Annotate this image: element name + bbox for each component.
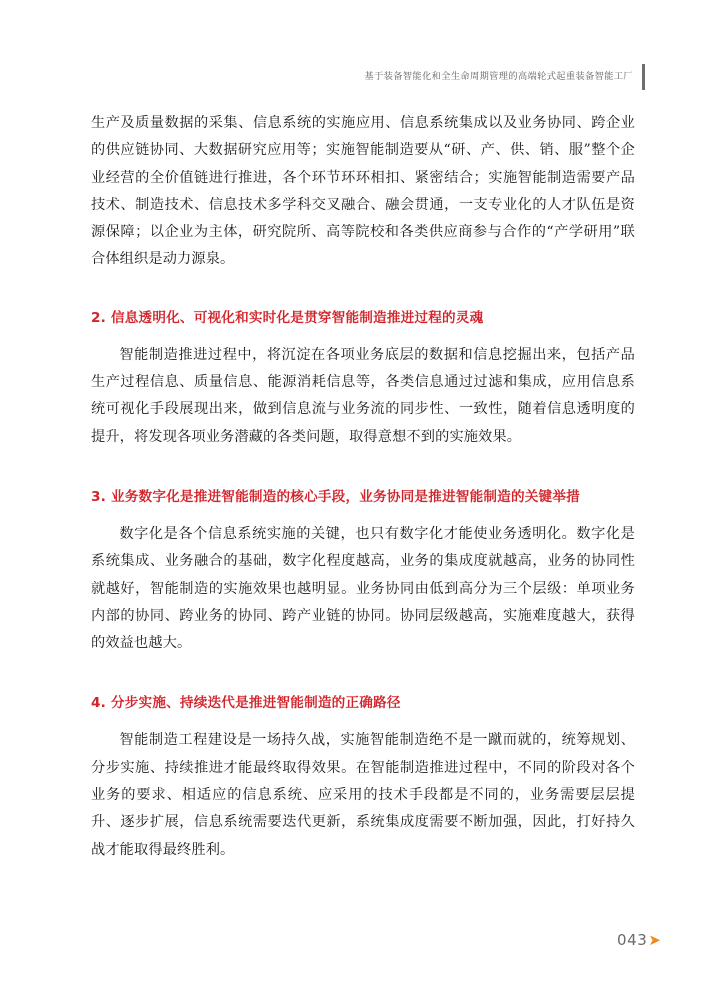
section-heading-2: 2. 信息透明化、可视化和实时化是贯穿智能制造推进过程的灵魂 bbox=[91, 309, 484, 326]
running-header bbox=[365, 62, 645, 92]
header-rule-divider bbox=[642, 64, 645, 90]
running-header-title: 基于装备智能化和全生命周期管理的高端轮式起重装备智能工厂 bbox=[364, 71, 633, 83]
spacer bbox=[91, 274, 635, 306]
spacer bbox=[91, 510, 635, 521]
spacer bbox=[91, 451, 635, 485]
spacer bbox=[91, 657, 635, 691]
paragraph-continuation: 生产及质量数据的采集、信息系统的实施应用、信息系统集成以及业务协同、跨企业的供应链协同、大数据研究应用等；实施智能制造要从“研、产、供、销、服”整个企业经营的全价值链进行推进，各个环节环环相扣、紧密结合；实施智能制造需要产品技术、制造技术、信息技术多学科交叉融合、融会贯通，一支专业化的人才队伍是资源保障；以企业为主体，研究院所、高等院校和各类供应商参与合作的“产学研用”联合体组织是动力源泉。 bbox=[91, 115, 635, 268]
spacer bbox=[91, 716, 635, 727]
chevron-right-icon: ➤ bbox=[648, 931, 661, 949]
paragraph-section-2: 智能制造推进过程中，将沉淀在各项业务底层的数据和信息挖掘出来，包括产品生产过程信息、质量信息、能源消耗信息等，各类信息通过过滤和集成，应用信息系统可视化手段展现出来，做到信息流与业务流的同步性、一致性，随着信息透明度的提升，将发现各项业务潜藏的各类问题，取得意想不到的实施效果。 bbox=[91, 346, 635, 445]
section-heading-4: 4. 分步实施、持续迭代是推进智能制造的正确路径 bbox=[91, 695, 401, 712]
spacer bbox=[91, 331, 635, 342]
page-number: 043 bbox=[616, 931, 648, 949]
paragraph-section-4: 智能制造工程建设是一场持久战，实施智能制造绝不是一蹴而就的，统筹规划、分步实施、持续推进才能最终取得效果。在智能制造推进过程中，不同的阶段对各个业务的要求、相适应的信息系统、应采用的技术手段都是不同的，业务需要层层提升、逐步扩展，信息系统需要迭代更新，系统集成度需要不断加强，因此，打好持久战才能取得最终胜利。 bbox=[91, 732, 635, 858]
page-content-column bbox=[91, 110, 635, 864]
section-heading-3: 3. 业务数字化是推进智能制造的核心手段，业务协同是推进智能制造的关键举措 bbox=[91, 488, 580, 505]
page-folio bbox=[617, 931, 661, 949]
paragraph-section-3: 数字化是各个信息系统实施的关键，也只有数字化才能使业务透明化。数字化是系统集成、业务融合的基础，数字化程度越高，业务的集成度就越高，业务的协同性就越好，智能制造的实施效果也越明显。业务协同由低到高分为三个层级：单项业务内部的协同、跨业务的协同、跨产业链的协同。协同层级越高，实施难度越大，获得的效益也越大。 bbox=[91, 525, 635, 652]
